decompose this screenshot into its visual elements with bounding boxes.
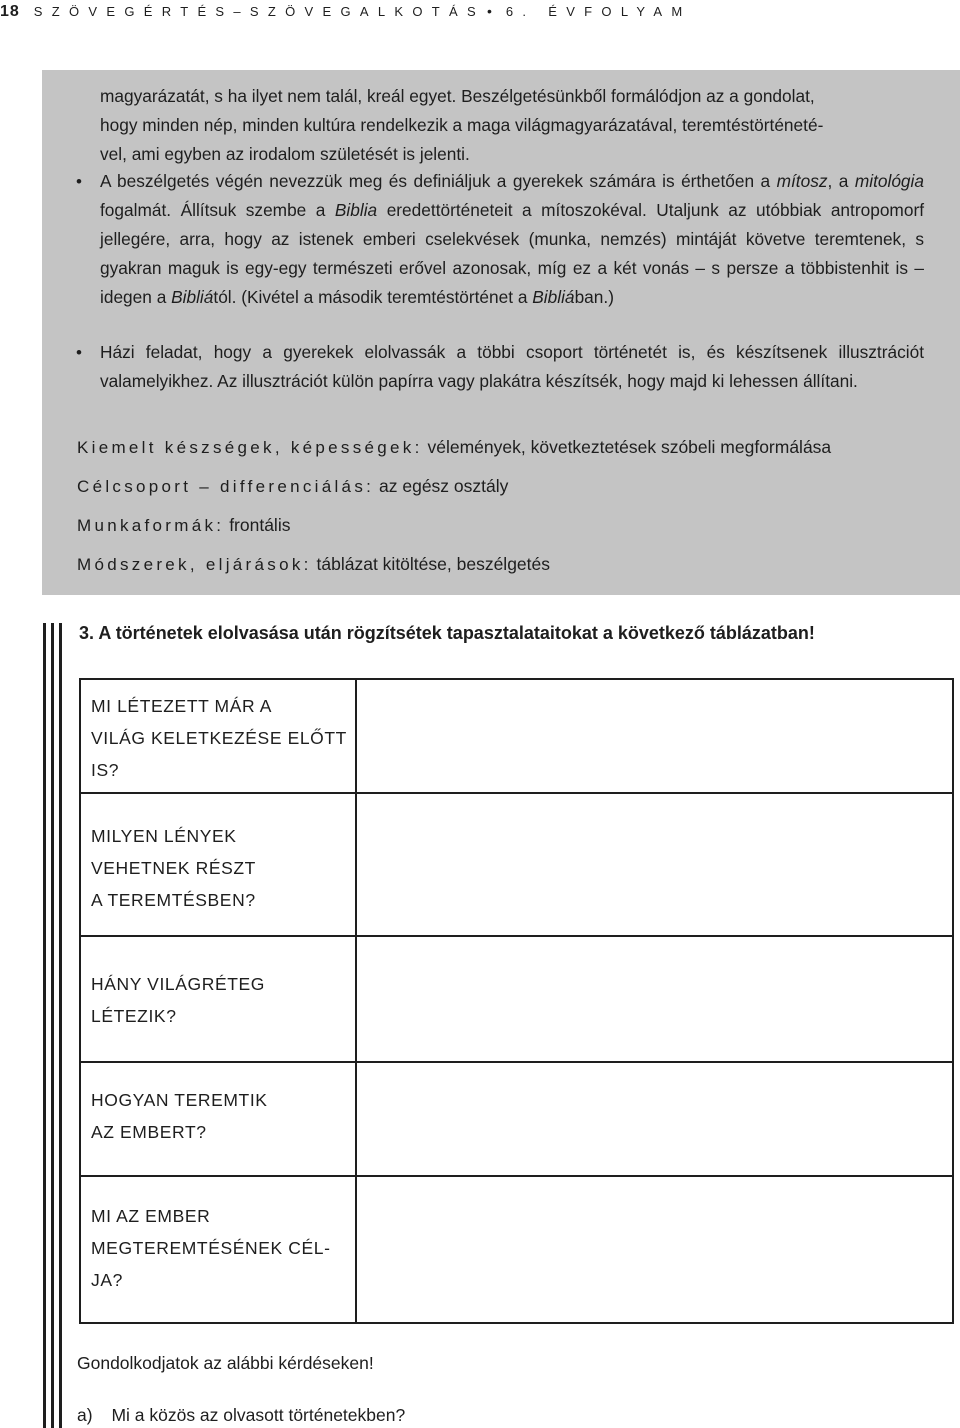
discussion-prompt: Gondolkodjatok az alábbi kérdéseken! xyxy=(77,1353,374,1373)
field-methods-label: Módszerek, eljárások: xyxy=(77,555,312,574)
margin-bar xyxy=(51,623,54,1428)
intro-line-3: vel, ami egyben az irodalom születését is jelenti. xyxy=(100,144,470,164)
table-row: HÁNY VILÁGRÉTEG LÉTEZIK? xyxy=(91,974,266,1026)
field-target-group xyxy=(77,474,947,499)
field-skills-label: Kiemelt készségek, képességek: xyxy=(77,438,423,457)
margin-bar xyxy=(43,623,46,1428)
field-methods-value: táblázat kitöltése, beszélgetés xyxy=(316,554,551,574)
intro-line-2: hogy minden nép, minden kultúra rendelkezik a maga világmagyarázatával, teremtéstörténeté- xyxy=(100,115,824,135)
question-a xyxy=(77,1402,405,1428)
table-row-divider xyxy=(81,792,952,794)
field-methods xyxy=(77,552,947,577)
table-row-divider xyxy=(81,1175,952,1177)
table-row: MI LÉTEZETT MÁR A VILÁG KELETKEZÉSE ELŐTT IS? xyxy=(91,696,347,780)
table-row: HOGYAN TEREMTIK AZ EMBERT? xyxy=(91,1090,268,1142)
observation-table xyxy=(79,678,954,1324)
table-row-divider xyxy=(81,1061,952,1063)
question-label: a) xyxy=(77,1405,93,1425)
field-skills-value: vélemények, következtetések szóbeli megformálása xyxy=(427,437,832,457)
question-text: Mi a közös az olvasott történetekben? xyxy=(111,1405,406,1425)
field-work-forms xyxy=(77,513,947,538)
bullet-paragraph-2: Házi feladat, hogy a gyerekek elolvassák a többi csoport történetét is, és készítsenek illusztrációt valamelyikhez. Az illusztrációt külön papírra vagy plakátra készítsék, hogy majd ki lehessen állítani. xyxy=(100,342,924,391)
running-title: SZÖVEGÉRTÉS–SZÖVEGALKOTÁS xyxy=(33,4,485,19)
task-title xyxy=(79,619,939,647)
table-row: MI AZ EMBER MEGTEREMTÉSÉNEK CÉL- JA? xyxy=(91,1206,331,1290)
table-row-divider xyxy=(81,935,952,937)
bullet-marker-2: • xyxy=(76,343,82,362)
task-text: A történetek elolvasása után rögzítsétek tapasztalataitokat a következő táblázatban! xyxy=(98,623,815,643)
field-target-group-value: az egész osztály xyxy=(379,476,509,496)
task-number: 3. xyxy=(79,623,95,643)
field-work-forms-label: Munkaformák: xyxy=(77,516,225,535)
bullet-paragraph-1: A beszélgetés végén nevezzük meg és definiáljuk a gyerekek számára is érthetően a mítosz, a mitológia fogalmát. Állítsuk szembe a Biblia eredettörténeteit a mítoszokéval. Utaljunk az utóbbiak antropomorf jellegére, arra, hogy az istenek emberi cselekvések (munka, nemzés) mintáját követve teremtenek, s gyakran maguk is egy-egy természeti erővel azonosak, míg ez a két vonás – s persze a többistenhit is – idegen a Bibliától. (Kivétel a második teremtéstörténet a Bibliában.) xyxy=(100,171,924,307)
field-skills xyxy=(77,435,947,460)
running-header xyxy=(0,0,960,22)
bullet-marker-1: • xyxy=(76,172,82,191)
header-bullet: • xyxy=(486,3,492,19)
intro-line-1: magyarázatát, s ha ilyet nem talál, kreál egyet. Beszélgetésünkből formálódjon az a gondolat, xyxy=(100,86,815,106)
grade-label: 6. ÉVFOLYAM xyxy=(505,4,692,19)
page-number: 18 xyxy=(0,3,20,20)
field-target-group-label: Célcsoport – differenciálás: xyxy=(77,477,375,496)
field-work-forms-value: frontális xyxy=(229,515,291,535)
table-column-divider xyxy=(355,680,357,1322)
margin-bar xyxy=(59,623,62,1428)
table-row: MILYEN LÉNYEK VEHETNEK RÉSZT A TEREMTÉSBEN? xyxy=(91,826,256,910)
